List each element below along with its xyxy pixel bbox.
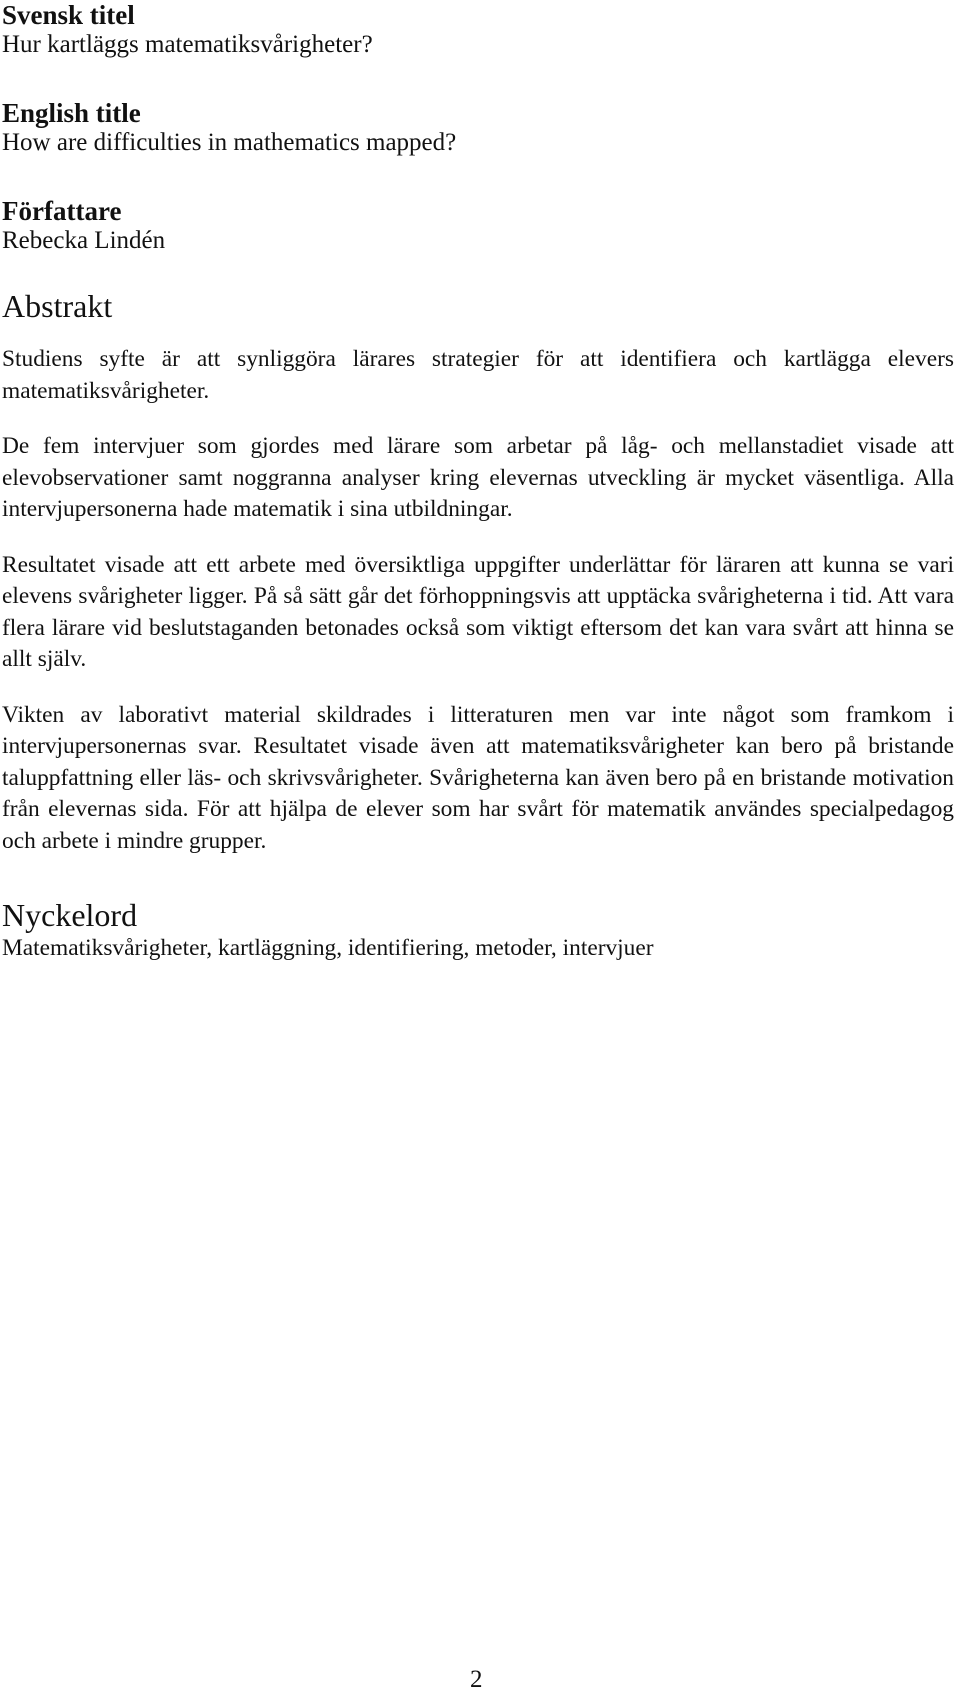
english-title-label: English title xyxy=(2,98,141,128)
page-number: 2 xyxy=(470,1666,483,1693)
abstract-paragraph: Resultatet visade att ett arbete med översiktliga uppgifter underlättar för läraren att kunna se vari elevens svårigheter ligger. På så sätt går det förhoppningsvis att upptäcka svårigheterna i tid. Att vara flera lärare vid beslutstaganden betonades också som viktigt eftersom det kan vara svårt att hinna se allt själv. xyxy=(2,551,954,672)
swedish-title-label: Svensk titel xyxy=(2,0,135,30)
author-label: Författare xyxy=(2,196,122,226)
abstract-paragraph: Vikten av laborativt material skildrades i litteraturen men var inte något som framkom i intervjupersonernas svar. Resultatet visade även att matematiksvårigheter kan bero på bristande taluppfattning eller läs- och skrivsvårigheter. Svårigheterna kan även bero på en bristande motivation från elevernas sida. För att hjälpa de elever som har svårt för matematik användes specialpedagog och arbete i mindre grupper. xyxy=(2,701,954,854)
keywords-list: Matematiksvårigheter, kartläggning, identifiering, metoder, intervjuer xyxy=(2,935,654,961)
document-page xyxy=(2,0,956,963)
abstract-paragraph: De fem intervjuer som gjordes med lärare som arbetar på låg- och mellanstadiet visade att elevobservationer samt noggranna analyser kring elevernas utveckling är mycket väsentliga. Alla intervjupersonerna hade matematik i sina utbildningar. xyxy=(2,433,954,522)
author-name: Rebecka Lindén xyxy=(2,227,166,254)
author-block xyxy=(2,196,956,256)
english-title-block xyxy=(2,98,956,158)
keywords-heading: Nyckelord xyxy=(2,897,138,933)
abstract-paragraph: Studiens syfte är att synliggöra lärares strategier för att identifiera och kartlägga elevers matematiksvårigheter. xyxy=(2,346,954,404)
abstract-heading: Abstrakt xyxy=(2,288,113,324)
english-title-value: How are difficulties in mathematics mapped? xyxy=(2,129,457,156)
swedish-title-value: Hur kartläggs matematiksvårigheter? xyxy=(2,31,373,58)
swedish-title-block xyxy=(2,0,956,60)
